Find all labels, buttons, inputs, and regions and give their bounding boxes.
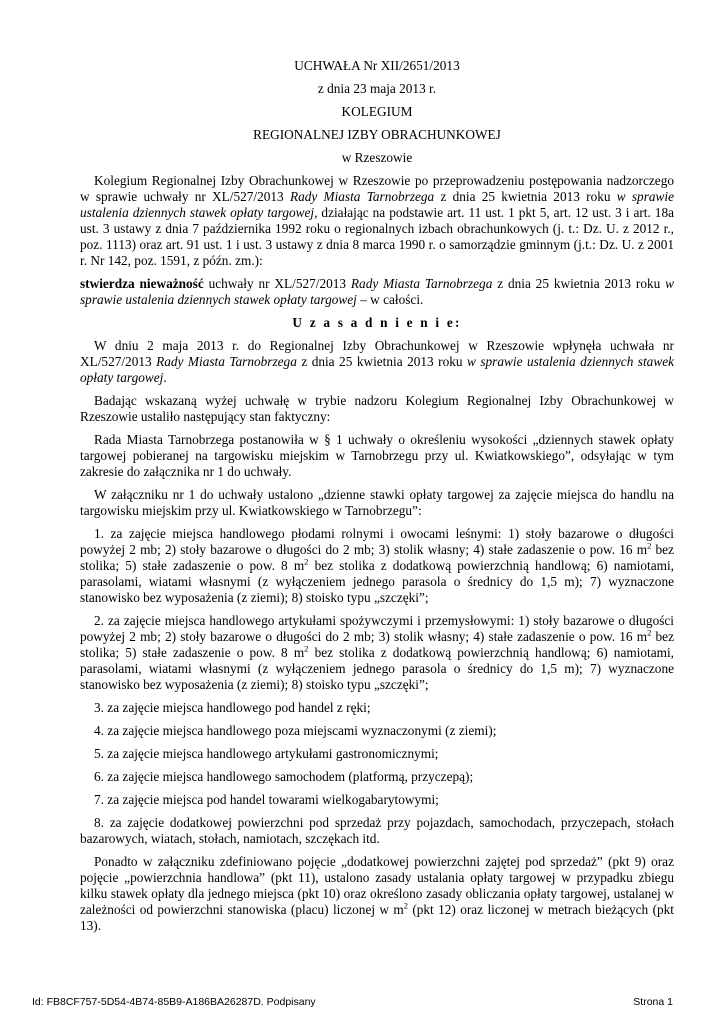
resolution-date: z dnia 23 maja 2013 r. [317,81,437,96]
list-item-3: 3. za zajęcie miejsca handlowego pod handel z ręki; [94,700,371,715]
page-footer [32,996,673,1008]
issuing-body-name: REGIONALNEJ IZBY OBRACHUNKOWEJ [253,127,501,142]
list-item-4: 4. za zajęcie miejsca handlowego poza miejscami wyznaczonymi (z ziemi); [94,723,497,738]
issuing-body: KOLEGIUM [341,104,413,119]
paragraph-3: Rada Miasta Tarnobrzega postanowiła w § 1 uchwały o określeniu wysokości „dziennych stawek opłaty targowej pobieranej na targowisku miejskim w Tarnobrzegu przy ul. Kwiatkowskiego”, odsyłając w tym zakresie do załącznika nr 1 do uchwały. [80,432,674,479]
justification-heading: U z a s a d n i e n i e: [292,315,462,330]
list-item-1: 1. za zajęcie miejsca handlowego płodami rolnymi i owocami leśnymi: 1) stoły bazarowe o długości powyżej 2 mb; 2) stoły bazarowe o długości do 2 mb; 3) stolik własny; 4) stałe zadaszenie o pow. 16 $m^2$ bez stolika; 5) stałe zadaszenie o pow. 8 $m^2$ bez stolika z dodatkową powierzchnią handlową; 6) namiotami, parasolami, wiatami własnymi (z wyłączeniem jednego parasola o średnicy do 1,5 m); 7) wyznaczone stanowisko bez wyposażenia (z ziemi); 8) stoisko typu „szczęki”; [80,526,674,605]
resolution-title: UCHWAŁA Nr XII/2651/2013 [294,58,460,73]
intro-paragraph: Kolegium Regionalnej Izby Obrachunkowej w Rzeszowie po przeprowadzeniu postępowania nadzorczego w sprawie uchwały nr XL/527/2013 Rady Miasta Tarnobrzega z dnia 25 kwietnia 2013 roku w sprawie ustalenia dziennych stawek opłaty targowej, działając na podstawie art. 11 ust. 1 pkt 5, art. 12 ust. 3 i art. 18a ust. 3 ustawy z dnia 7 października 1992 roku o regionalnych izbach obrachunkowych (j. t.: Dz. U. z 2012 r., poz. 1113) oraz art. 91 ust. 1 i ust. 3 ustawy z dnia 8 marca 1990 r. o samorządzie gminnym (j.t.: Dz. U. z 2001 r. Nr 142, poz. 1591, z późn. zm.): [80,173,674,268]
list-item-8: 8. za zajęcie dodatkowej powierzchni pod sprzedaż przy pojazdach, samochodach, przyczepach, stołach bazarowych, wiatach, stołach, namiotach, szczękach itd. [80,815,674,846]
paragraph-1: W dniu 2 maja 2013 r. do Regionalnej Izby Obrachunkowej w Rzeszowie wpłynęła uchwała nr XL/527/2013 Rady Miasta Tarnobrzega z dnia 25 kwietnia 2013 roku w sprawie ustalenia dziennych stawek opłaty targowej. [80,338,675,385]
page-number: Strona 1 [633,996,673,1008]
paragraph-4: W załączniku nr 1 do uchwały ustalono „dzienne stawki opłaty targowej za zajęcie miejsca do handlu na targowisku miejskim przy ul. Kwiatkowskiego w Tarnobrzegu”: [80,487,674,518]
decision-paragraph: stwierdza nieważność uchwały nr XL/527/2013 Rady Miasta Tarnobrzega z dnia 25 kwietnia 2013 roku w sprawie ustalenia dziennych stawek opłaty targowej – w całości. [80,276,674,307]
issuing-place: w Rzeszowie [341,150,413,165]
paragraph-2: Badając wskazaną wyżej uchwałę w trybie nadzoru Kolegium Regionalnej Izby Obrachunkowej w Rzeszowie ustaliło następujący stan faktyczny: [80,393,674,424]
list-item-6: 6. za zajęcie miejsca handlowego samochodem (platformą, przyczepą); [94,769,474,784]
paragraph-5: Ponadto w załączniku zdefiniowano pojęcie „dodatkowej powierzchni zajętej pod sprzedaż” (pkt 9) oraz pojęcie „powierzchnia handlowa” (pkt 11), ustalono zasady ustalania opłaty targowej w przypadku zbiegu kilku stawek opłaty dla jednego miejsca (pkt 10) oraz określono zasady obliczania opłaty targowej, ustalanej w zależności od powierzchni stanowiska (placu) liczonej w $m^2$ (pkt 12) oraz liczonej w metrach bieżących (pkt 13). [80,854,674,933]
document-id: Id: FB8CF757-5D54-4B74-85B9-A186BA26287D. Podpisany [32,996,316,1008]
list-item-7: 7. za zajęcie miejsca pod handel towarami wielkogabarytowymi; [94,792,439,807]
document-page [80,58,674,941]
list-item-2: 2. za zajęcie miejsca handlowego artykułami spożywczymi i przemysłowymi: 1) stoły bazarowe o długości powyżej 2 mb; 2) stoły bazarowe o długości do 2 mb; 3) stolik własny; 4) stałe zadaszenie o pow. 16 $m^2$ bez stolika; 5) stałe zadaszenie o pow. 8 $m^2$ bez stolika z dodatkową powierzchnią handlową; 6) namiotami, parasolami, wiatami własnymi (z wyłączeniem jednego parasola o średnicy do 1,5 m); 7) wyznaczone stanowisko bez wyposażenia (z ziemi); 8) stoisko typu „szczęki”; [80,613,674,692]
list-item-5: 5. za zajęcie miejsca handlowego artykułami gastronomicznymi; [94,746,439,761]
